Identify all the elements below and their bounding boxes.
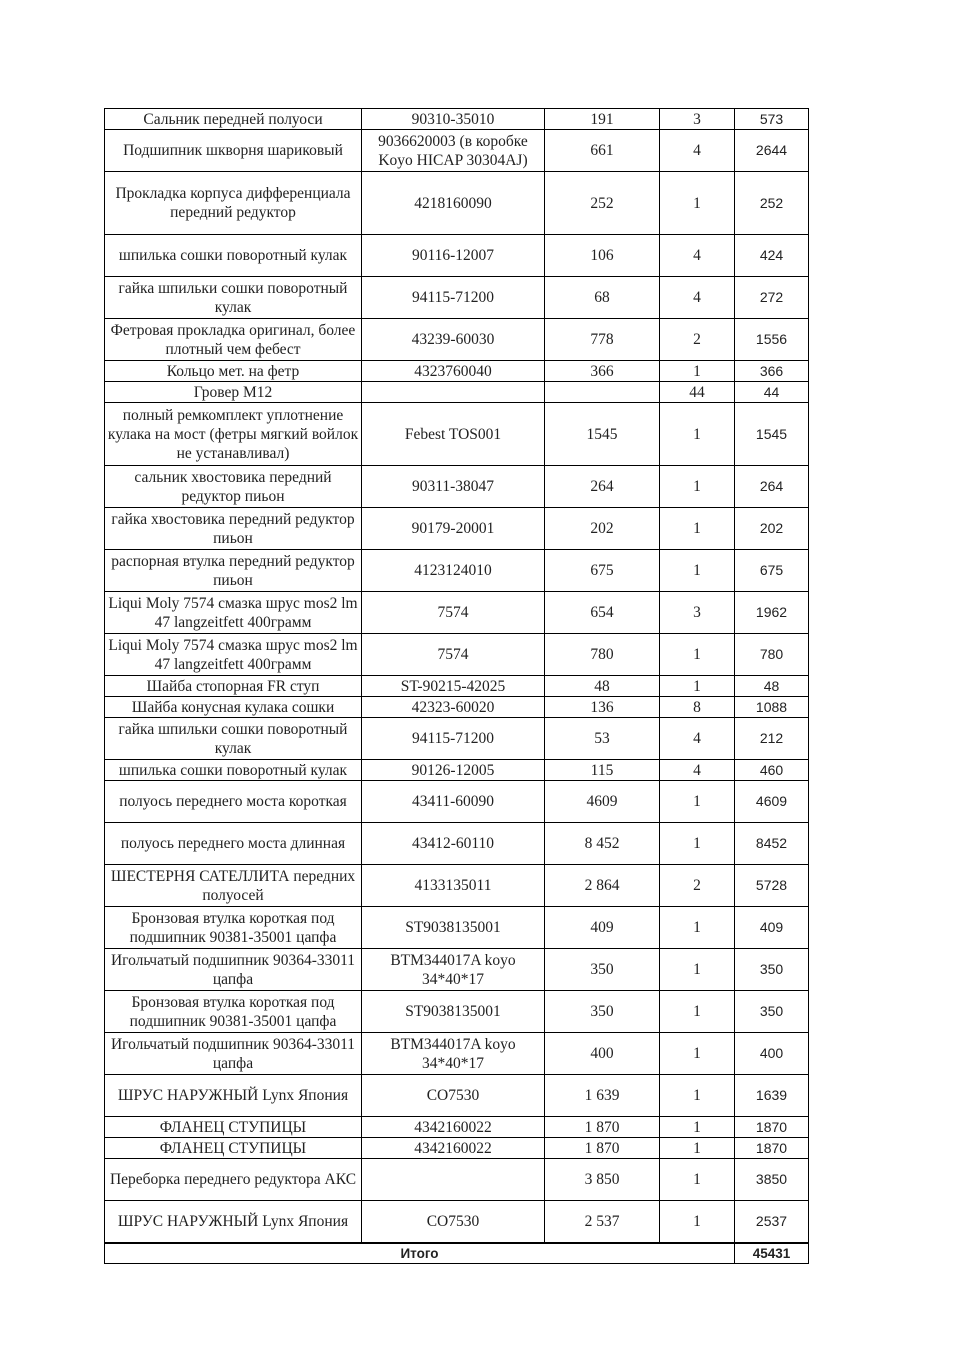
price-cell: 675 — [545, 550, 660, 592]
quantity-cell: 1 — [660, 1075, 735, 1117]
part-name-cell: полуось переднего моста длинная — [105, 823, 362, 865]
price-cell: 53 — [545, 718, 660, 760]
part-number-cell: 43411-60090 — [362, 781, 545, 823]
part-number-cell: 4218160090 — [362, 172, 545, 235]
sum-cell: 1639 — [735, 1075, 809, 1117]
part-name-cell: Фетровая прокладка оригинал, более плотный чем фебест — [105, 319, 362, 361]
quantity-cell: 3 — [660, 592, 735, 634]
price-cell: 1 639 — [545, 1075, 660, 1117]
sum-cell: 3850 — [735, 1159, 809, 1201]
quantity-cell: 1 — [660, 172, 735, 235]
price-cell: 191 — [545, 109, 660, 130]
sum-cell: 252 — [735, 172, 809, 235]
quantity-cell: 1 — [660, 1159, 735, 1201]
sum-cell: 1962 — [735, 592, 809, 634]
table-row — [105, 277, 809, 319]
quantity-cell: 1 — [660, 676, 735, 697]
table-row — [105, 781, 809, 823]
part-name-cell: шпилька сошки поворотный кулак — [105, 760, 362, 781]
quantity-cell: 1 — [660, 1201, 735, 1243]
table-row — [105, 1159, 809, 1201]
part-name-cell: Гровер М12 — [105, 382, 362, 403]
sum-cell: 350 — [735, 949, 809, 991]
table-row — [105, 592, 809, 634]
table-row — [105, 172, 809, 235]
part-number-cell: 94115-71200 — [362, 718, 545, 760]
price-cell: 1 870 — [545, 1138, 660, 1159]
sum-cell: 424 — [735, 235, 809, 277]
price-cell: 400 — [545, 1033, 660, 1075]
quantity-cell: 1 — [660, 550, 735, 592]
price-cell: 780 — [545, 634, 660, 676]
table-row — [105, 1117, 809, 1138]
quantity-cell: 4 — [660, 277, 735, 319]
part-number-cell — [362, 1159, 545, 1201]
quantity-cell: 1 — [660, 781, 735, 823]
quantity-cell: 8 — [660, 697, 735, 718]
part-number-cell: 90311-38047 — [362, 466, 545, 508]
price-cell: 115 — [545, 760, 660, 781]
price-cell: 1 870 — [545, 1117, 660, 1138]
part-name-cell: Переборка переднего редуктора АКС — [105, 1159, 362, 1201]
sum-cell: 400 — [735, 1033, 809, 1075]
price-cell: 4609 — [545, 781, 660, 823]
table-row — [105, 823, 809, 865]
part-number-cell — [362, 382, 545, 403]
quantity-cell: 2 — [660, 319, 735, 361]
part-number-cell: ST9038135001 — [362, 991, 545, 1033]
part-number-cell: 42323-60020 — [362, 697, 545, 718]
part-name-cell: Бронзовая втулка короткая под подшипник 90381-35001 цапфа — [105, 991, 362, 1033]
price-cell: 106 — [545, 235, 660, 277]
part-number-cell: 4342160022 — [362, 1138, 545, 1159]
sum-cell: 8452 — [735, 823, 809, 865]
part-name-cell: Кольцо мет. на фетр — [105, 361, 362, 382]
quantity-cell: 4 — [660, 760, 735, 781]
sum-cell: 1870 — [735, 1138, 809, 1159]
price-cell: 2 537 — [545, 1201, 660, 1243]
part-name-cell: Шайба конусная кулака сошки — [105, 697, 362, 718]
price-cell: 654 — [545, 592, 660, 634]
table-row — [105, 1075, 809, 1117]
part-name-cell: полуось переднего моста короткая — [105, 781, 362, 823]
sum-cell: 1870 — [735, 1117, 809, 1138]
sum-cell: 1556 — [735, 319, 809, 361]
quantity-cell: 44 — [660, 382, 735, 403]
part-number-cell: BTM344017A koyo 34*40*17 — [362, 949, 545, 991]
part-name-cell: Liqui Moly 7574 смазка шрус mos2 lm 47 langzeitfett 400грамм — [105, 592, 362, 634]
part-number-cell: 9036620003 (в коробке Koyo HICAP 30304AJ) — [362, 130, 545, 172]
price-cell: 8 452 — [545, 823, 660, 865]
price-cell: 1545 — [545, 403, 660, 466]
table-row — [105, 949, 809, 991]
total-value: 45431 — [735, 1243, 809, 1264]
part-name-cell: ФЛАНЕЦ СТУПИЦЫ — [105, 1138, 362, 1159]
table-row — [105, 319, 809, 361]
table-row — [105, 361, 809, 382]
quantity-cell: 3 — [660, 109, 735, 130]
price-cell: 48 — [545, 676, 660, 697]
part-name-cell: Шайба стопорная FR ступ — [105, 676, 362, 697]
quantity-cell: 1 — [660, 1117, 735, 1138]
part-number-cell: 90126-12005 — [362, 760, 545, 781]
part-name-cell: ФЛАНЕЦ СТУПИЦЫ — [105, 1117, 362, 1138]
part-number-cell: ST9038135001 — [362, 907, 545, 949]
total-label: Итого — [105, 1243, 735, 1264]
part-number-cell: 4133135011 — [362, 865, 545, 907]
table-row — [105, 991, 809, 1033]
sum-cell: 212 — [735, 718, 809, 760]
quantity-cell: 1 — [660, 949, 735, 991]
part-number-cell: 7574 — [362, 592, 545, 634]
part-name-cell: Liqui Moly 7574 смазка шрус mos2 lm 47 langzeitfett 400грамм — [105, 634, 362, 676]
table-row — [105, 550, 809, 592]
table-row — [105, 1033, 809, 1075]
table-row — [105, 1201, 809, 1243]
sum-cell: 272 — [735, 277, 809, 319]
sum-cell: 1545 — [735, 403, 809, 466]
price-cell: 778 — [545, 319, 660, 361]
sum-cell: 2644 — [735, 130, 809, 172]
table-row — [105, 634, 809, 676]
sum-cell: 264 — [735, 466, 809, 508]
quantity-cell: 4 — [660, 718, 735, 760]
part-name-cell: ШРУС НАРУЖНЫЙ Lynx Япония — [105, 1201, 362, 1243]
table-row — [105, 718, 809, 760]
part-number-cell: 4342160022 — [362, 1117, 545, 1138]
quantity-cell: 1 — [660, 361, 735, 382]
part-number-cell: 90116-12007 — [362, 235, 545, 277]
price-cell: 252 — [545, 172, 660, 235]
part-name-cell: гайка шпильки сошки поворотный кулак — [105, 277, 362, 319]
sum-cell: 366 — [735, 361, 809, 382]
part-number-cell: CO7530 — [362, 1075, 545, 1117]
sum-cell: 780 — [735, 634, 809, 676]
table-row — [105, 109, 809, 130]
sum-cell: 409 — [735, 907, 809, 949]
sum-cell: 460 — [735, 760, 809, 781]
part-name-cell: гайка шпильки сошки поворотный кулак — [105, 718, 362, 760]
quantity-cell: 1 — [660, 634, 735, 676]
table-row — [105, 403, 809, 466]
part-name-cell: сальник хвостовика передний редуктор пиьон — [105, 466, 362, 508]
table-row — [105, 1138, 809, 1159]
part-number-cell: 4323760040 — [362, 361, 545, 382]
sum-cell: 4609 — [735, 781, 809, 823]
sum-cell: 5728 — [735, 865, 809, 907]
price-cell: 264 — [545, 466, 660, 508]
price-cell: 661 — [545, 130, 660, 172]
part-number-cell: ST-90215-42025 — [362, 676, 545, 697]
price-cell: 3 850 — [545, 1159, 660, 1201]
sum-cell: 350 — [735, 991, 809, 1033]
total-row — [105, 1243, 809, 1264]
table-row — [105, 235, 809, 277]
table-row — [105, 676, 809, 697]
part-number-cell: 90179-20001 — [362, 508, 545, 550]
table-row — [105, 508, 809, 550]
quantity-cell: 1 — [660, 823, 735, 865]
sum-cell: 48 — [735, 676, 809, 697]
sum-cell: 1088 — [735, 697, 809, 718]
price-cell: 68 — [545, 277, 660, 319]
quantity-cell: 1 — [660, 466, 735, 508]
sum-cell: 44 — [735, 382, 809, 403]
part-name-cell: Бронзовая втулка короткая под подшипник 90381-35001 цапфа — [105, 907, 362, 949]
part-number-cell: 43239-60030 — [362, 319, 545, 361]
part-number-cell: 43412-60110 — [362, 823, 545, 865]
table-row — [105, 907, 809, 949]
part-name-cell: полный ремкомплект уплотнение кулака на мост (фетры мягкий войлок не устанавливал) — [105, 403, 362, 466]
parts-table — [104, 108, 809, 1264]
price-cell: 350 — [545, 949, 660, 991]
price-cell: 2 864 — [545, 865, 660, 907]
part-number-cell: BTM344017A koyo 34*40*17 — [362, 1033, 545, 1075]
part-name-cell: Игольчатый подшипник 90364-33011 цапфа — [105, 1033, 362, 1075]
part-number-cell: 94115-71200 — [362, 277, 545, 319]
sum-cell: 202 — [735, 508, 809, 550]
part-number-cell: Febest TOS001 — [362, 403, 545, 466]
part-name-cell: гайка хвостовика передний редуктор пиьон — [105, 508, 362, 550]
price-cell: 202 — [545, 508, 660, 550]
price-cell: 136 — [545, 697, 660, 718]
sum-cell: 675 — [735, 550, 809, 592]
part-name-cell: Подшипник шкворня шариковый — [105, 130, 362, 172]
part-number-cell: 90310-35010 — [362, 109, 545, 130]
quantity-cell: 1 — [660, 907, 735, 949]
parts-table-body — [105, 109, 809, 1243]
price-cell: 350 — [545, 991, 660, 1033]
part-name-cell: Сальник передней полуоси — [105, 109, 362, 130]
price-cell: 366 — [545, 361, 660, 382]
sum-cell: 573 — [735, 109, 809, 130]
part-name-cell: Прокладка корпуса дифференциала передний редуктор — [105, 172, 362, 235]
table-row — [105, 466, 809, 508]
quantity-cell: 1 — [660, 1033, 735, 1075]
part-name-cell: ШЕСТЕРНЯ САТЕЛЛИТА передних полуосей — [105, 865, 362, 907]
part-number-cell: 4123124010 — [362, 550, 545, 592]
quantity-cell: 1 — [660, 1138, 735, 1159]
part-name-cell: шпилька сошки поворотный кулак — [105, 235, 362, 277]
table-row — [105, 760, 809, 781]
sum-cell: 2537 — [735, 1201, 809, 1243]
table-row — [105, 865, 809, 907]
quantity-cell: 1 — [660, 508, 735, 550]
table-row — [105, 130, 809, 172]
quantity-cell: 1 — [660, 991, 735, 1033]
price-cell: 409 — [545, 907, 660, 949]
part-number-cell: 7574 — [362, 634, 545, 676]
part-name-cell: ШРУС НАРУЖНЫЙ Lynx Япония — [105, 1075, 362, 1117]
price-cell — [545, 382, 660, 403]
part-name-cell: Игольчатый подшипник 90364-33011 цапфа — [105, 949, 362, 991]
quantity-cell: 4 — [660, 235, 735, 277]
table-row — [105, 697, 809, 718]
quantity-cell: 1 — [660, 403, 735, 466]
table-row — [105, 382, 809, 403]
quantity-cell: 2 — [660, 865, 735, 907]
part-name-cell: распорная втулка передний редуктор пиьон — [105, 550, 362, 592]
part-number-cell: CO7530 — [362, 1201, 545, 1243]
quantity-cell: 4 — [660, 130, 735, 172]
